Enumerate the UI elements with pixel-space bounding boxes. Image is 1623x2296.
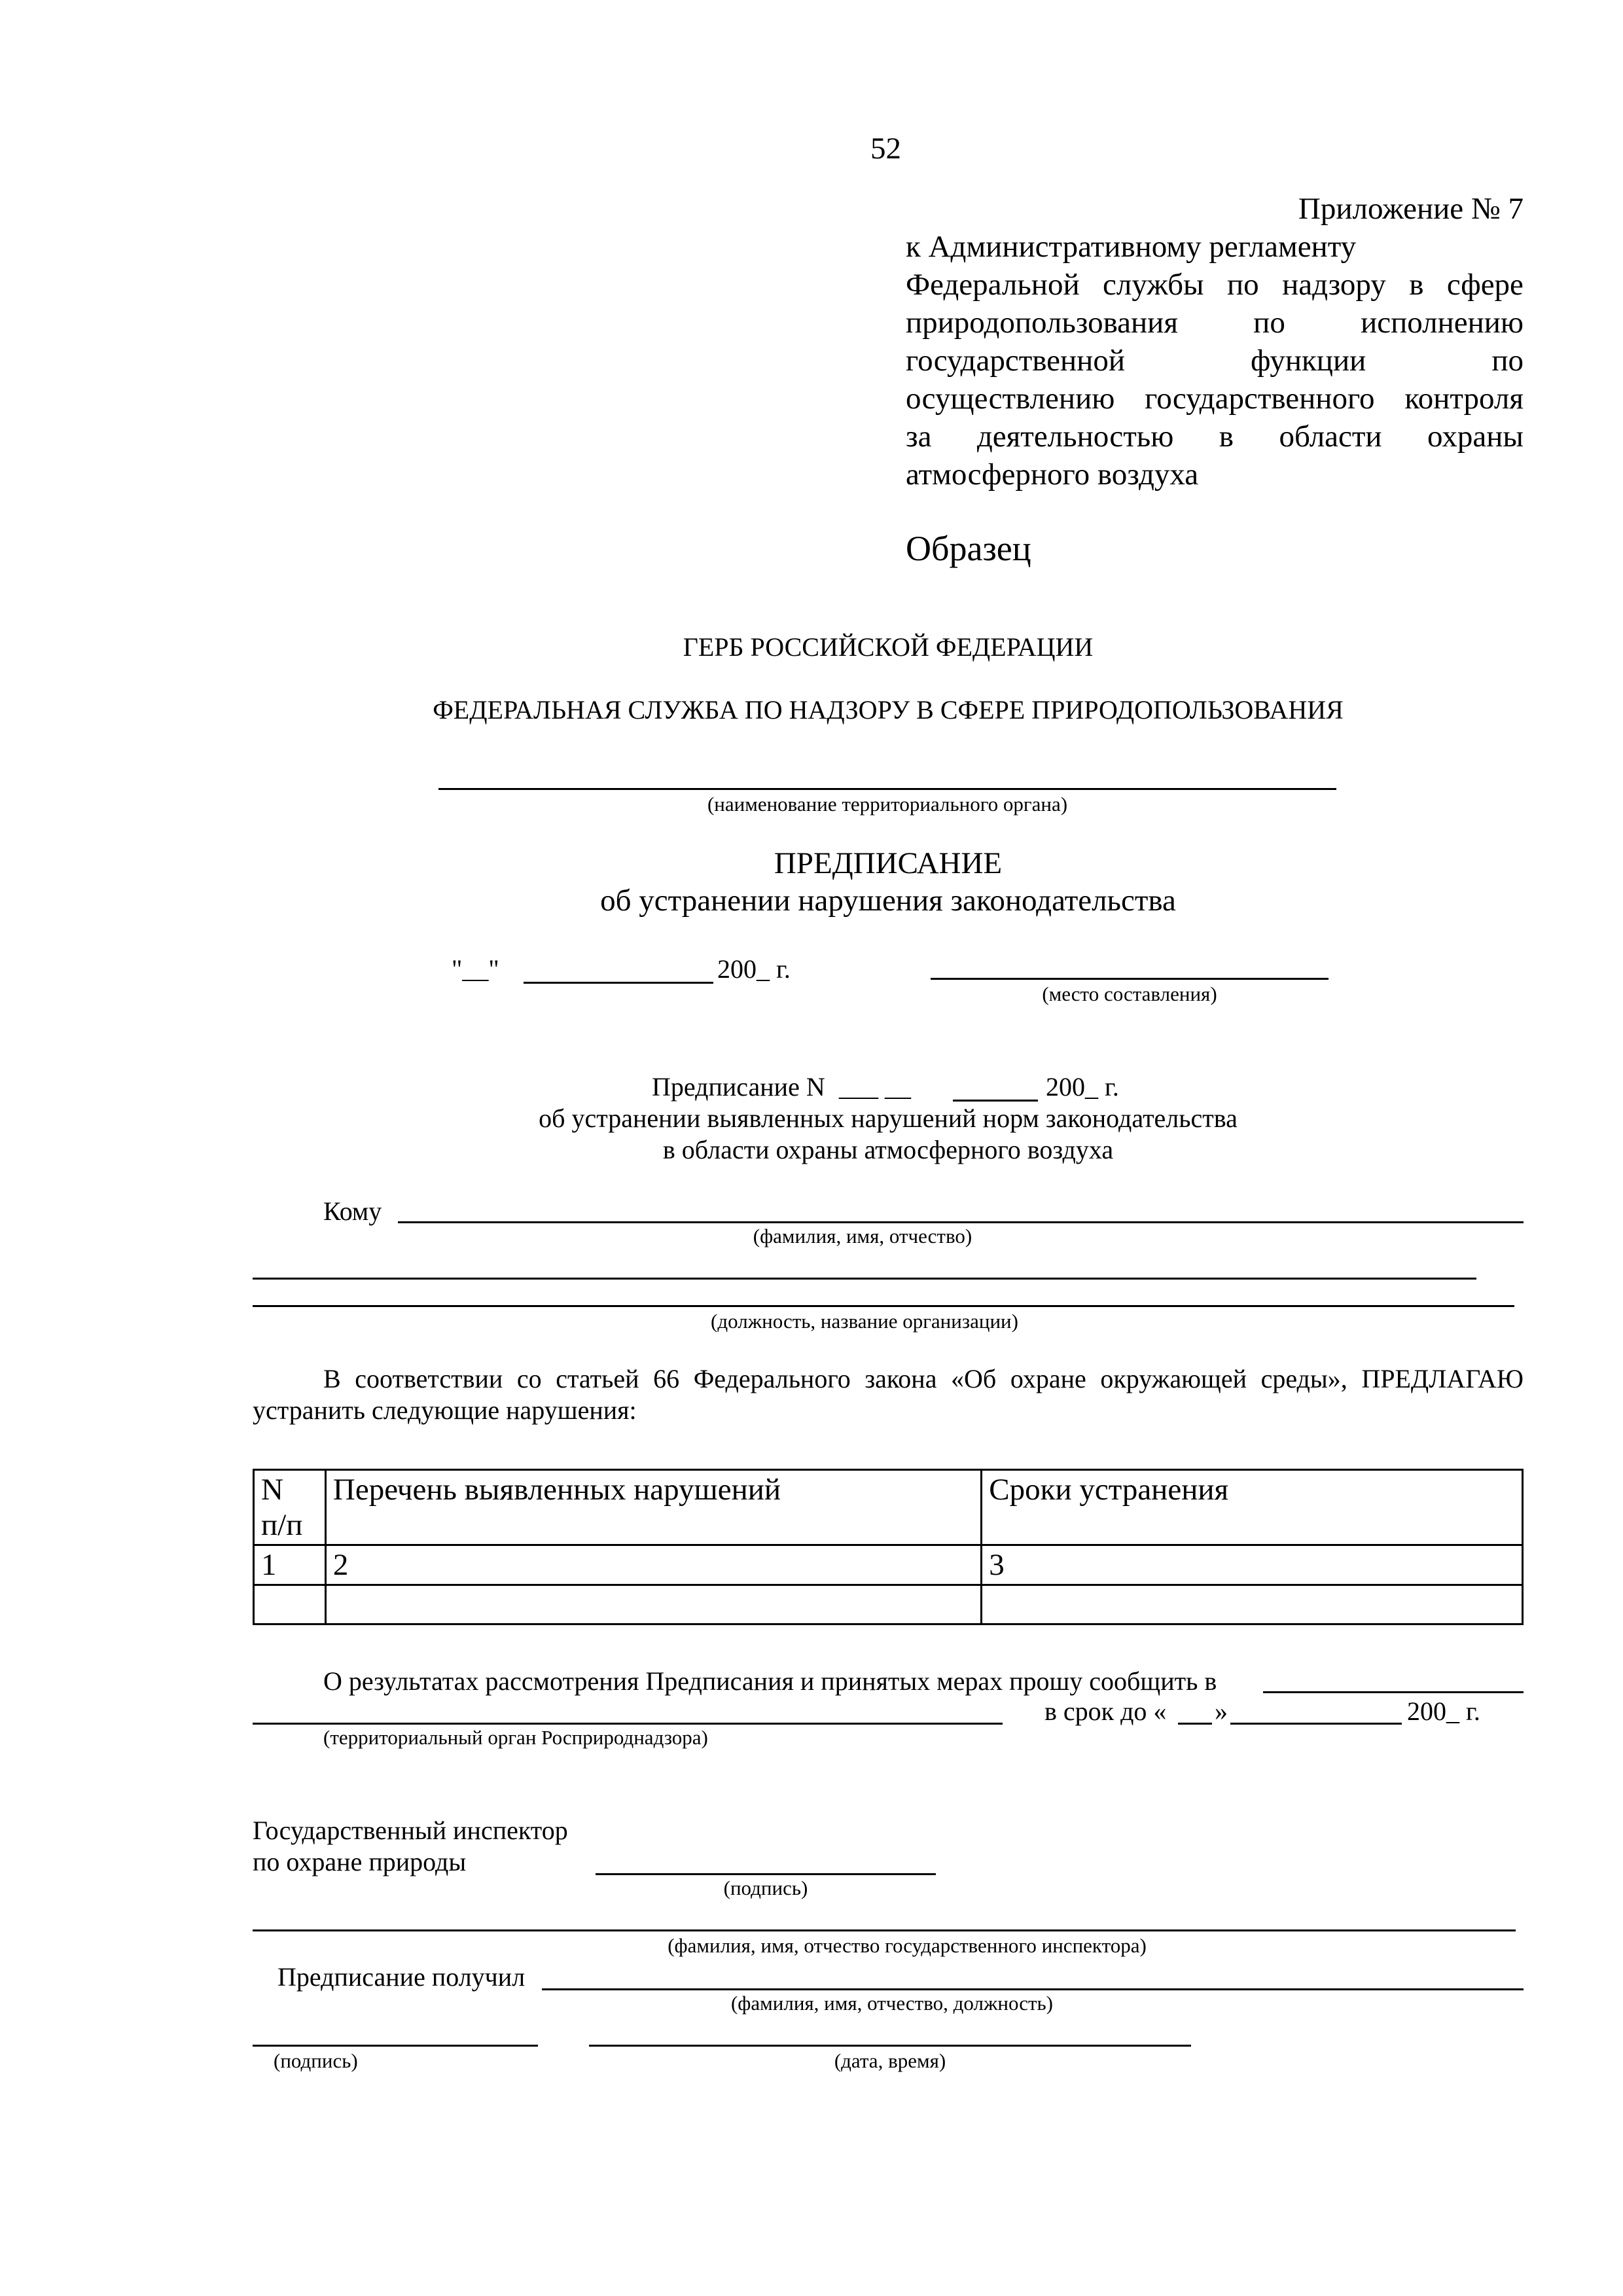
date-day: "__" — [452, 954, 499, 984]
appendix-word: в — [1409, 268, 1424, 302]
table-cell[interactable] — [254, 1585, 326, 1624]
legal-basis-line-1 — [323, 1363, 1524, 1395]
coat-of-arms-heading: ГЕРБ РОССИЙСКОЙ ФЕДЕРАЦИИ — [683, 632, 1094, 662]
deadline-month-line — [1230, 1723, 1402, 1725]
prescription-number-label: Предписание N — [652, 1072, 825, 1102]
deadline-label: в срок до « — [1044, 1696, 1167, 1726]
appendix-word: контроля — [1404, 382, 1524, 416]
received-datetime-line — [589, 2045, 1191, 2047]
inspector-title-line-2: по охране природы — [253, 1847, 467, 1876]
appendix-word: функции — [1251, 344, 1366, 378]
deadline-close: » — [1215, 1696, 1228, 1726]
numbering-cell: 2 — [325, 1545, 981, 1585]
legal-word: среды», — [1260, 1364, 1347, 1393]
place-line — [931, 978, 1329, 980]
appendix-word: по — [1491, 344, 1524, 378]
header-violations: Перечень выявленных нарушений — [325, 1470, 981, 1545]
legal-word: В — [323, 1364, 341, 1393]
position-caption: (должность, название организации) — [711, 1310, 1018, 1333]
appendix-word: по — [1253, 306, 1285, 340]
prescription-number-line — [953, 1100, 1038, 1102]
prescription-year: 200_ г. — [1046, 1072, 1119, 1102]
legal-word: закона — [865, 1364, 937, 1393]
appendix-word: государственной — [906, 344, 1125, 378]
to-label: Кому — [323, 1196, 382, 1226]
violations-table — [253, 1469, 1524, 1625]
table-cell[interactable] — [982, 1585, 1523, 1624]
report-line-1: О результатах рассмотрения Предписания и принятых мерах прошу сообщить в — [323, 1666, 1217, 1696]
appendix-word: осуществлению — [906, 382, 1115, 416]
table-header-row — [254, 1470, 1523, 1545]
legal-word: 66 — [653, 1364, 680, 1393]
appendix-line-5 — [906, 380, 1524, 418]
inspector-signature-caption: (подпись) — [723, 1876, 808, 1899]
document-title: ПРЕДПИСАНИЕ — [774, 846, 1003, 880]
legal-word: «Об — [951, 1364, 997, 1393]
legal-word: ПРЕДЛАГАЮ — [1361, 1364, 1524, 1393]
appendix-word: природопользования — [906, 306, 1178, 340]
appendix-line-3 — [906, 304, 1524, 342]
appendix-line-1: к Административному регламенту — [906, 230, 1357, 264]
appendix-word: охраны — [1427, 420, 1524, 454]
date-month-line — [524, 982, 713, 984]
appendix-line-2 — [906, 266, 1524, 304]
deadline-day-line — [1178, 1723, 1212, 1725]
appendix-title: Приложение № 7 — [1298, 192, 1524, 226]
appendix-word: сфере — [1446, 268, 1524, 302]
appendix-word: деятельностью — [976, 420, 1174, 454]
name-caption: (фамилия, имя, отчество) — [753, 1225, 972, 1247]
appendix-line-4 — [906, 342, 1524, 380]
appendix-line-7: атмосферного воздуха — [906, 457, 1199, 492]
appendix-word: государственного — [1145, 382, 1375, 416]
table-cell[interactable] — [325, 1585, 981, 1624]
legal-word: охране — [1010, 1364, 1086, 1393]
received-signature-line — [253, 2045, 538, 2047]
appendix-word: Федеральной — [906, 268, 1080, 302]
appendix-word: области — [1279, 420, 1382, 454]
territorial-body-caption: (наименование территориального органа) — [707, 793, 1068, 816]
report-body-line — [1263, 1691, 1524, 1693]
inspector-name-caption: (фамилия, имя, отчество государственного инспектора) — [668, 1934, 1147, 1957]
legal-word: соответствии — [355, 1364, 503, 1393]
inspector-title-line-1: Государственный инспектор — [253, 1816, 568, 1845]
sample-label: Образец — [906, 529, 1031, 568]
header-number: N п/п — [254, 1470, 326, 1545]
table-row — [254, 1585, 1523, 1624]
appendix-line-6 — [906, 418, 1524, 456]
received-name-caption: (фамилия, имя, отчество, должность) — [730, 1992, 1054, 2015]
inspector-name-line — [253, 1929, 1516, 1931]
numbering-cell: 1 — [254, 1545, 326, 1585]
inspector-signature-line — [596, 1873, 936, 1875]
received-label: Предписание получил — [277, 1962, 526, 1992]
agency-heading: ФЕДЕРАЛЬНАЯ СЛУЖБА ПО НАДЗОРУ В СФЕРЕ ПРИРОДОПОЛЬЗОВАНИЯ — [433, 695, 1344, 725]
prescription-number-field: ___ __ — [839, 1072, 911, 1102]
legal-word: статьей — [556, 1364, 639, 1393]
recipient-line-2 — [253, 1278, 1476, 1280]
territorial-body-line — [438, 788, 1336, 790]
appendix-word: исполнению — [1361, 306, 1524, 340]
received-signature-caption: (подпись) — [274, 2049, 358, 2072]
recipient-line-3 — [253, 1305, 1514, 1307]
appendix-word: по — [1227, 268, 1259, 302]
page-number: 52 — [870, 132, 901, 166]
report-caption: (территориальный орган Росприроднадзора) — [323, 1726, 708, 1749]
appendix-word: за — [906, 420, 932, 454]
prescription-line-3: в области охраны атмосферного воздуха — [662, 1135, 1114, 1164]
prescription-line-2: об устранении выявленных нарушений норм законодательства — [539, 1103, 1238, 1133]
table-numbering-row — [254, 1545, 1523, 1585]
received-datetime-caption: (дата, время) — [834, 2049, 946, 2072]
to-name-line — [398, 1221, 1524, 1223]
appendix-word: в — [1219, 420, 1234, 454]
date-year: 200_ г. — [717, 954, 791, 984]
legal-basis-line-2: устранить следующие нарушения: — [253, 1395, 637, 1425]
legal-word: со — [516, 1364, 542, 1393]
report-territorial-line — [253, 1723, 1003, 1725]
legal-word: окружающей — [1100, 1364, 1247, 1393]
place-caption: (место составления) — [1042, 982, 1217, 1005]
numbering-cell: 3 — [982, 1545, 1523, 1585]
legal-word: Федерального — [693, 1364, 851, 1393]
appendix-word: надзору — [1282, 268, 1386, 302]
appendix-word: службы — [1103, 268, 1204, 302]
header-deadlines: Сроки устранения — [982, 1470, 1523, 1545]
received-name-line — [542, 1988, 1524, 1990]
document-subtitle: об устранении нарушения законодательства — [600, 884, 1176, 918]
deadline-year: 200_ г. — [1407, 1696, 1480, 1726]
